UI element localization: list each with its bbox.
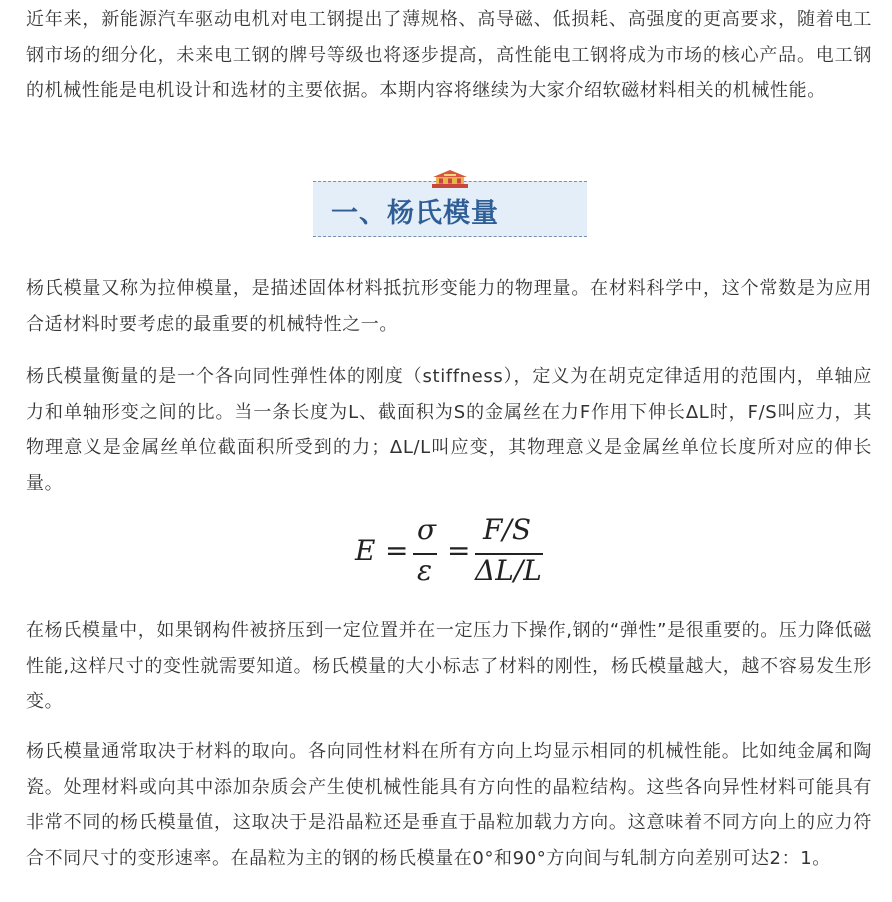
- paragraph-orientation: 杨氏模量通常取决于材料的取向。各向同性材料在所有方向上均显示相同的机械性能。比如纯金属和陶瓷。处理材料或向其中添加杂质会产生使机械性能具有方向性的晶粒结构。这些各向异性材料可能具有非常不同的杨氏模量值，这取决于是沿晶粒还是垂直于晶粒加载力方向。这意味着不同方向上的应力符合不同尺寸的变形速率。在晶粒为主的钢的杨氏模量在0°和90°方向间与轧制方向差别可达2：1。: [26, 741, 872, 869]
- formula-epsilon: ε: [417, 554, 433, 587]
- gate-building-icon: [430, 169, 470, 189]
- intro-paragraph: 近年来，新能源汽车驱动电机对电工钢提出了薄规格、高导磁、低损耗、高强度的更高要求，随着电工钢市场的细分化，未来电工钢的牌号等级也将逐步提高，高性能电工钢将成为市场的核心产品。电工钢的机械性能是电机设计和选材的主要依据。本期内容将继续为大家介绍软磁材料相关的机械性能。: [26, 9, 872, 101]
- paragraph-definition: 杨氏模量又称为拉伸模量，是描述固体材料抵抗形变能力的物理量。在材料科学中，这个常数是为应用合适材料时要考虑的最重要的机械特性之一。: [26, 278, 872, 335]
- paragraph-elasticity: 在杨氏模量中，如果钢构件被挤压到一定位置并在一定压力下操作,钢的“弹性”是很重要的。压力降低磁性能,这样尺寸的变性就需要知道。杨氏模量的大小标志了材料的刚性，杨氏模量越大，越不容易发生形变。: [26, 620, 872, 712]
- formula-lhs: E: [355, 534, 376, 567]
- section-heading-box: [313, 181, 587, 237]
- section-heading: [313, 166, 587, 242]
- formula-force-over-area: F/S: [483, 513, 532, 546]
- formula-equals-2: =: [447, 534, 471, 567]
- formula-strain: ΔL/L: [475, 554, 542, 587]
- paragraph-stiffness: 杨氏模量衡量的是一个各向同性弹性体的刚度（stiffness），定义为在胡克定律适用的范围内，单轴应力和单轴形变之间的比。当一条长度为L、截面积为S的金属丝在力F作用下伸长ΔL时，F/S叫应力，其物理意义是金属丝单位截面积所受到的力；ΔL/L叫应变，其物理意义是金属丝单位长度所对应的伸长量。: [26, 366, 872, 494]
- youngs-modulus-formula: [355, 510, 555, 590]
- section-title: 一、杨氏模量: [331, 198, 499, 229]
- formula-equals-1: =: [385, 534, 409, 567]
- formula-sigma: σ: [417, 513, 437, 546]
